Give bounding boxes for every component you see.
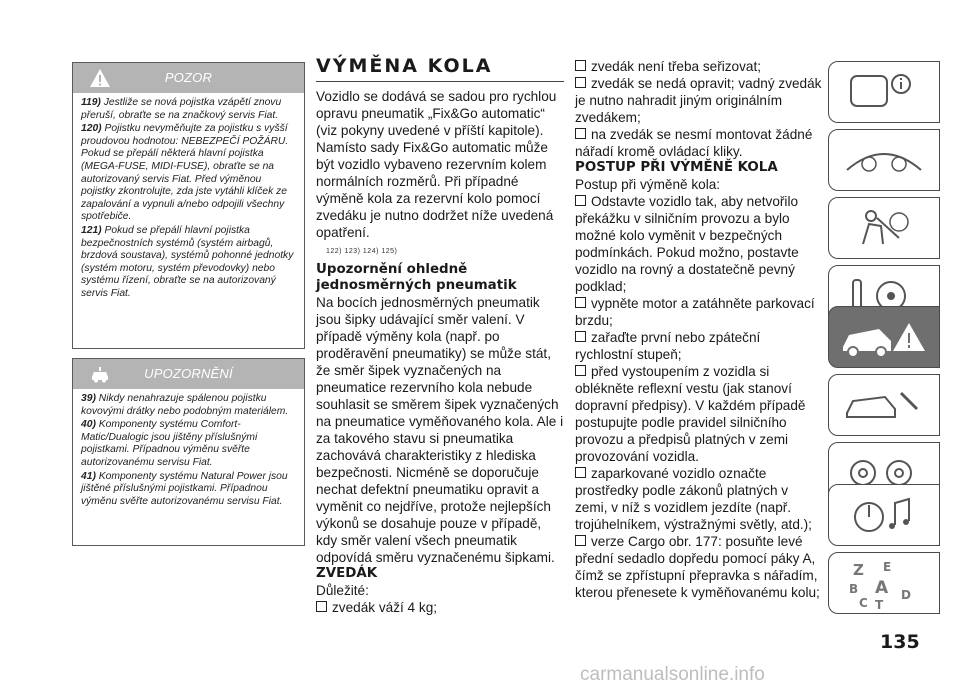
notice-item: 41) Komponenty systému Natural Power jsou jištěné příslušnými pojistkami. Případnou výměnu svěřte autorizovanému servisu Fiat. bbox=[81, 470, 288, 507]
index-letter: A bbox=[875, 578, 889, 598]
index-letters-icon bbox=[829, 553, 939, 613]
chapter-tab-emergency[interactable] bbox=[828, 306, 940, 368]
jack-heading: ZVEDÁK bbox=[316, 566, 378, 581]
bullet-item: zvedák se nedá opravit; vadný zvedák je nutno nahradit jiným originálním zvedákem; bbox=[575, 76, 822, 125]
checkbox-bullet-icon bbox=[575, 297, 586, 308]
index-letter: D bbox=[901, 588, 911, 602]
warning-item: 120) Pojistku nevyměňujte za pojistku s vyšší proudovou hodnotou: NEBEZPEČÍ POŽÁRU. Pokud se přepálí některá hlavní pojistka (MEGA-FUSE, MIDI-FUSE), obraťte se na autorizovaný servis Fiat. Před výměnou pojistky zkontrolujte, zda jste vytáhli klíček ze zapalování a vypnuli a/nebo odpojili všechny spotřebiče. bbox=[81, 123, 289, 223]
index-letter: B bbox=[849, 582, 859, 596]
notice-box bbox=[72, 358, 305, 546]
right-column bbox=[575, 58, 822, 601]
chapter-tab-index[interactable] bbox=[828, 552, 940, 614]
notice-item: 40) Komponenty systému Comfort-Matic/Dualogic jsou jištěny příslušnými pojistkami. Případnou výměnu svěřte autorizovanému servisu Fiat. bbox=[81, 419, 258, 468]
section-heading: VÝMĚNA KOLA bbox=[316, 55, 493, 77]
middle-column bbox=[316, 55, 564, 616]
subheading-line-1: Upozornění ohledně bbox=[316, 262, 468, 277]
notice-box-title: UPOZORNĚNÍ bbox=[144, 366, 233, 381]
step-item: Odstavte vozidlo tak, aby netvořilo překážku v silničním provozu a bylo možné kolo vyměnit v bezpečných podmínkách. Pokud možno, postavte vozidlo na rovný a dostatečně pevný podklad; bbox=[575, 194, 799, 294]
checkbox-bullet-icon bbox=[575, 195, 586, 206]
warning-box-body bbox=[73, 93, 304, 308]
warning-item: 121) Pokud se přepálí hlavní pojistka bezpečnostních systémů (systém airbagů, brzdová soustava), systémů pohonné jednotky (systém motoru, systém převodovky) nebo systému řízení, obraťte se na autorizovaný servis Fiat. bbox=[81, 224, 294, 299]
chapter-tab-dashboard[interactable] bbox=[828, 129, 940, 191]
maintenance-car-icon bbox=[829, 375, 939, 435]
bullet-item: na zvedák se nesmí montovat žádné nářadí kromě ovládací kliky. bbox=[575, 127, 813, 159]
index-letter: T bbox=[875, 598, 884, 612]
heading-divider bbox=[316, 81, 564, 82]
intro-paragraph: Vozidlo se dodává se sadou pro rychlou opravu pneumatik „Fix&Go automatic“ (viz pokyny uvedené v příští kapitole). Namísto sady Fix&Go automatic může být vozidlo vybaveno rezervním kolem normálních rozměrů. Při případné výměně kola za rezervní kolo pomocí zvedáku je nutno dodržet níže uvedená opatření. bbox=[316, 89, 557, 240]
checkbox-bullet-icon bbox=[575, 331, 586, 342]
checkbox-bullet-icon bbox=[575, 535, 586, 546]
page-number: 135 bbox=[880, 631, 920, 653]
index-letter: Z bbox=[853, 561, 864, 579]
step-item: verze Cargo obr. 177: posuňte levé přední sedadlo dopředu pomocí páky A, čímž se zpřístupní přepravka s nářadím, kterou přenesete k vyměňovanému kolu; bbox=[575, 534, 820, 600]
chapter-tab-maintenance[interactable] bbox=[828, 374, 940, 436]
chapter-tab-safety[interactable] bbox=[828, 197, 940, 259]
warning-references: 122) 123) 124) 125) bbox=[326, 248, 398, 255]
notice-item: 39) Nikdy nenahrazuje spálenou pojistku kovovými drátky nebo podobným materiálem. bbox=[81, 393, 289, 417]
step-item: před vystoupením z vozidla si oblékněte reflexní vestu (jak stanoví dopravní předpisy). V každém případě postupujte podle pravidel silničního provozu a předpisů platných v zemi provozování vozidla. bbox=[575, 364, 806, 464]
procedure-lead: Postup při výměně kola: bbox=[575, 177, 721, 192]
checkbox-bullet-icon bbox=[575, 467, 586, 478]
step-item: zařaďte první nebo zpáteční rychlostní stupeň; bbox=[575, 330, 761, 362]
checkbox-bullet-icon bbox=[575, 77, 586, 88]
notice-box-header bbox=[73, 359, 304, 389]
footer-watermark: carmanualsonline.info bbox=[580, 664, 765, 685]
step-item: vypněte motor a zatáhněte parkovací brzdu; bbox=[575, 296, 815, 328]
dashboard-icon bbox=[829, 130, 939, 190]
emergency-car-icon bbox=[829, 307, 939, 367]
checkbox-bullet-icon bbox=[575, 128, 586, 139]
subheading-line-2: jednosměrných pneumatik bbox=[316, 278, 517, 293]
index-letter: E bbox=[883, 560, 892, 574]
checkbox-bullet-icon bbox=[316, 601, 327, 612]
bullet-item: zvedák váží 4 kg; bbox=[316, 599, 564, 616]
airbag-safety-icon bbox=[829, 198, 939, 258]
index-letter: C bbox=[859, 596, 868, 610]
procedure-heading: POSTUP PŘI VÝMĚNĚ KOLA bbox=[575, 160, 778, 175]
notice-box-body bbox=[73, 389, 304, 515]
checkbox-bullet-icon bbox=[575, 365, 586, 376]
info-car-icon bbox=[829, 62, 939, 122]
warning-box-header bbox=[73, 63, 304, 93]
bullet-item: zvedák není třeba seřizovat; bbox=[575, 58, 822, 75]
warning-item: 119) Jestliže se nová pojistka vzápětí znovu přeruší, obraťte se na značkový servis Fiat. bbox=[81, 97, 282, 121]
chapter-tab-info[interactable] bbox=[828, 61, 940, 123]
warning-box-title: POZOR bbox=[164, 70, 213, 85]
tyre-direction-paragraph: Na bocích jednosměrných pneumatik jsou šipky udávající směr valení. V případě výměny kola (např. po proděravění pneumatiky) se může stát, že směr šipek vyznačených na pneumatice rezervního kola nebude souhlasit se směrem šipek vyznačených na pneumatice vyměňovaného kola. Ale i za takového stavu si pneumatika zachovává charakteristiky z hlediska bezpečnosti. Nicméně se doporučuje nechat defektní pneumatiku opravit a vyměnit co nejdříve, protože nejlepších výkonů se dosahuje pouze v případě, kdy směr valení všech pneumatik odpovídá směru vyznačenému šipkami. bbox=[316, 295, 564, 565]
multimedia-icon bbox=[829, 485, 939, 545]
checkbox-bullet-icon bbox=[575, 60, 586, 71]
warning-box bbox=[72, 62, 305, 349]
chapter-tab-multimedia[interactable] bbox=[828, 484, 940, 546]
step-item: zaparkované vozidlo označte prostředky podle zákonů platných v zemi, v níž s vozidlem jezdíte (např. trojúhelníkem, výstražnými světly, atd.); bbox=[575, 466, 812, 532]
jack-note: Důležité: bbox=[316, 583, 369, 598]
